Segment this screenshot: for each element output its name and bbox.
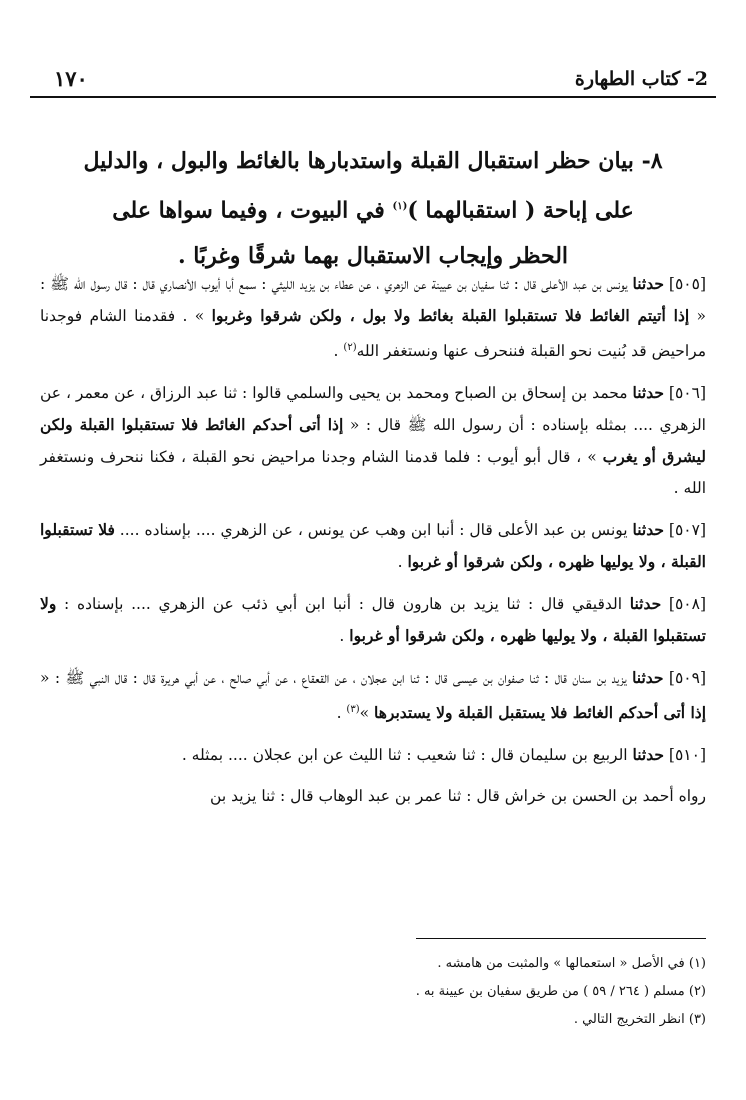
heading-line-1: ٨- بيان حظر استقبال القبلة واستدبارها بالغائط والبول ، والدليل bbox=[83, 148, 663, 174]
narration-keyword: حدثنا bbox=[629, 594, 662, 614]
hadith-506 bbox=[40, 377, 706, 504]
hadith-body bbox=[40, 268, 706, 822]
page-header bbox=[30, 62, 716, 98]
footnote-ref: (٣) bbox=[346, 704, 360, 716]
heading-line-2 bbox=[40, 184, 706, 233]
narration-keyword: حدثنا bbox=[632, 745, 664, 765]
hadith-number: [٥٠٥] bbox=[663, 275, 706, 293]
hadith-number: [٥٠٧] bbox=[663, 521, 707, 540]
hadith-number: [٥٠٩] bbox=[663, 669, 706, 688]
narration-keyword: حدثنا bbox=[632, 383, 664, 403]
matn-text: ولا تستقبلوا القبلة ، ولا يوليها ظهره ، ولكن شرقوا أو غربوا bbox=[40, 594, 706, 646]
hadith-505 bbox=[40, 268, 706, 367]
trailing-text-end: . bbox=[333, 342, 344, 361]
isnad-text: يونس بن عبد الأعلى قال : ثنا سفيان بن عيينة عن الزهري ، عن عطاء بن يزيد الليثي : سمع أبا أيوب الأنصاري قال : قال رسول الله ﷺ : « bbox=[40, 275, 706, 325]
hadith-509 bbox=[40, 662, 706, 729]
hadith-510 bbox=[40, 739, 706, 771]
hadith-508 bbox=[40, 588, 706, 652]
hadith-507 bbox=[40, 514, 706, 578]
matn-text: إذا أتيتم الغائط فلا تستقبلوا القبلة بغائط ولا بول ، ولكن شرقوا وغربوا bbox=[211, 306, 690, 325]
trailing-text: » bbox=[359, 704, 375, 723]
trailing-text: » . فقدمنا الشام فوجدنا مراحيض قد بُنيت نحو القبلة فننحرف عنها ونستغفر الله bbox=[40, 307, 706, 361]
trailing-text: . bbox=[397, 553, 408, 572]
narration-keyword: حدثنا bbox=[632, 274, 664, 293]
footnote-1: (١) في الأصل « استعمالها » والمثبت من هامشه . bbox=[437, 956, 706, 971]
footnotes bbox=[40, 950, 706, 1034]
trailing-text-end: . bbox=[336, 704, 347, 723]
hadith-number: [٥٠٦] bbox=[663, 384, 706, 403]
chapter-title: 2- كتاب الطهارة bbox=[574, 68, 708, 90]
isnad-text: الربيع بن سليمان قال : ثنا شعيب : ثنا الليث عن ابن عجلان .... بمثله . bbox=[181, 746, 633, 765]
footnote-2: (٢) مسلم ( ٢٦٤ / ٥٩ ) من طريق سفيان بن عيينة به . bbox=[415, 984, 706, 999]
heading-line-3: الحظر وإيجاب الاستقبال بهما شرقًا وغربًا . bbox=[177, 243, 569, 270]
isnad-text: يزيد بن سنان قال : ثنا صفوان بن عيسى قال : ثنا ابن عجلان ، عن القعقاع ، عن أبي صالح ، عن أبي هريرة قال : قال النبي ﷺ : « bbox=[40, 669, 633, 688]
narration-keyword: حدثنا bbox=[632, 668, 664, 688]
isnad-text: يونس بن عبد الأعلى قال : أنبا ابن وهب عن يونس ، عن الزهري .... بإسناده .... bbox=[114, 521, 633, 540]
trailing-text: » ، قال أبو أيوب : فلما قدمنا الشام وجدنا مراحيض نحو القبلة ، فكنا ننحرف ونستغفر الله . bbox=[40, 448, 706, 498]
closing-paragraph: رواه أحمد بن الحسن بن خراش قال : ثنا عمر بن عبد الوهاب قال : ثنا يزيد بن bbox=[210, 787, 706, 806]
narration-keyword: حدثنا bbox=[632, 520, 664, 540]
trailing-text: . bbox=[339, 627, 350, 646]
section-heading bbox=[40, 138, 706, 279]
hadith-number: [٥١٠] bbox=[663, 746, 706, 765]
isnad-text: الدقيقي قال : ثنا يزيد بن هارون قال : أنبا ابن أبي ذئب عن الزهري .... بإسناده : bbox=[56, 595, 630, 614]
footnote-divider bbox=[416, 938, 706, 939]
footnote-ref: (٢) bbox=[343, 342, 357, 353]
matn-text: فلا تستقبلوا القبلة ، ولا يوليها ظهره ، ولكن شرقوا أو غربوا bbox=[40, 520, 706, 572]
footnote-ref: (١) bbox=[392, 201, 408, 212]
matn-text: إذا أتى أحدكم الغائط فلا يستقبل القبلة ولا يستدبرها bbox=[374, 703, 706, 723]
matn-text: إذا أتى أحدكم الغائط فلا تستقبلوا القبلة ولكن ليشرق أو يغرب bbox=[40, 415, 707, 467]
footnote-3: (٣) انظر التخريج التالي . bbox=[573, 1012, 706, 1027]
page-number: ١٧٠ bbox=[54, 66, 88, 91]
isnad-text: محمد بن إسحاق بن الصباح ومحمد بن يحيى والسلمي قالوا : ثنا عبد الرزاق ، عن معمر ، عن الزهري .... بمثله بإسناده : أن رسول الله ﷺ قال : « bbox=[40, 384, 706, 435]
heading-line-2-text: على إباحة ( استقبالهما ) bbox=[407, 197, 634, 224]
heading-line-2-text-end: في البيوت ، وفيما سواها على bbox=[112, 197, 393, 224]
hadith-number: [٥٠٨] bbox=[661, 595, 706, 614]
